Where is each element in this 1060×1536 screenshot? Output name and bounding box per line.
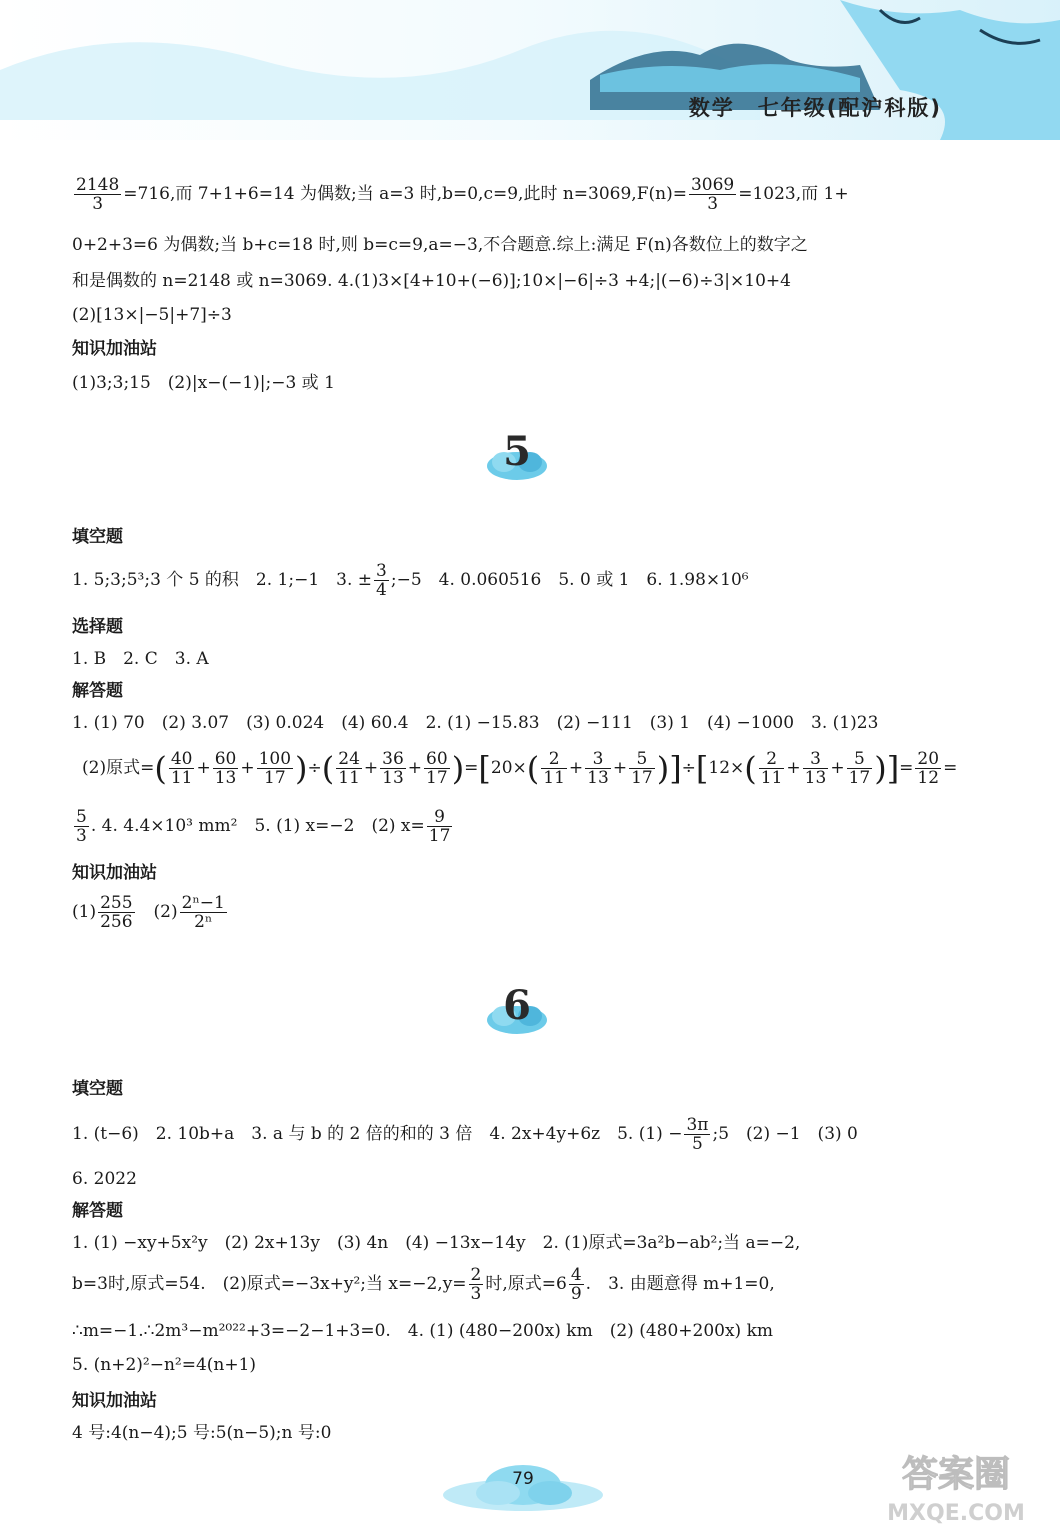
- s5-answer-title: 解答题: [72, 681, 123, 701]
- prev-line-2: 0+2+3=6 为偶数;当 b+c=18 时,则 b=c=9,a=−3,不合题意.综上:满足 F(n)各数位上的数字之: [72, 235, 808, 255]
- section-6-badge: 6: [482, 982, 552, 1038]
- s5-choice-answers: 1. B 2. C 3. A: [72, 649, 209, 669]
- section-5-badge: 5: [482, 428, 552, 484]
- s5-zhishi-title: 知识加油站: [72, 863, 157, 883]
- header-title: 数学 七年级(配沪科版): [688, 96, 942, 120]
- s5-zhishi-answer: (1) $\frac{255}{256}$ (2) $\frac{\text{2ⁿ−1}}{\text{2ⁿ}}$: [72, 893, 225, 932]
- s6-answer-line-3: ∴m=−1.∴2m³−m²⁰²²+3=−2−1+3=0. 4. (1) (480−200x) km (2) (480+200x) km: [72, 1321, 774, 1341]
- svg-text:MXQE.COM: MXQE.COM: [887, 1501, 1025, 1526]
- s5-fill-title: 填空题: [72, 527, 123, 547]
- zhishi-heading: 知识加油站: [72, 339, 157, 359]
- fraction: $\frac{3069}{3}$: [690, 175, 735, 214]
- zhishi-answer: (1)3;3;15 (2)|x−(−1)|;−3 或 1: [72, 373, 335, 393]
- s6-fill-answers: 1. (t−6) 2. 10b+a 3. a 与 b 的 2 倍的和的 3 倍 4. 2x+4y+6z 5. (1) − $\frac{3\pi}{5}$ ;5 (2) −1 (3) 0: [72, 1115, 858, 1154]
- s6-fill-answer-6: 6. 2022: [72, 1169, 137, 1189]
- s6-zhishi-answer: 4 号:4(n−4);5 号:5(n−5);n 号:0: [72, 1423, 332, 1443]
- page-number-badge: [438, 1455, 608, 1515]
- s6-answer-line-1: 1. (1) −xy+5x²y (2) 2x+13y (3) 4n (4) −13x−14y 2. (1)原式=3a²b−ab²;当 a=−2,: [72, 1233, 801, 1253]
- prev-line-4: (2)[13×|−5|+7]÷3: [72, 305, 232, 325]
- s6-answer-line-2: b=3时,原式=54. (2)原式=−3x+y²;当 x=−2,y= $\frac{2}{3}$ 时,原式=6 $\frac{4}{9}$ . 3. 由题意得 m+1=0,: [72, 1265, 775, 1304]
- fraction: $\frac{2148}{3}$: [76, 175, 120, 214]
- s5-answer-line-3: $\frac{5}{3}$ . 4. 4.4×10³ mm² 5. (1) x=−2 (2) x= $\frac{9}{17}$: [76, 807, 451, 846]
- s6-zhishi-title: 知识加油站: [72, 1391, 157, 1411]
- s5-choice-title: 选择题: [72, 617, 123, 637]
- s6-fill-title: 填空题: [72, 1079, 123, 1099]
- s5-answer-line-1: 1. (1) 70 (2) 3.07 (3) 0.024 (4) 60.4 2. (1) −15.83 (2) −111 (3) 1 (4) −1000 3. (1)23: [72, 713, 879, 733]
- s5-fill-answers: 1. 5;3;5³;3 个 5 的积 2. 1;−1 3. ± $\frac{3}{4}$ ;−5 4. 0.060516 5. 0 或 1 6. 1.98×10⁶: [72, 561, 749, 600]
- svg-text:答案圈: 答案圈: [901, 1454, 1011, 1495]
- page-number: 79: [512, 1469, 534, 1489]
- prev-line-1: $\frac{2148}{3}$ =716,而 7+1+6=14 为偶数;当 a=3 时,b=0,c=9,此时 n=3069,F(n)= $\frac{3069}{3}$ =1023,而 1+: [76, 175, 849, 214]
- s5-answer-line-2: (2)原式=( $\frac{40}{11}$ + $\frac{60}{13}$ + $\frac{100}{17}$ )÷( $\frac{24}{11}$ + $\frac{36}{13}$ + $\frac{60}{17}$ )=[20×( $\frac{2}{11}$ + $\frac{3}{13}$ + $\frac{5}{17}$ )]÷[12×( $\frac{2}{11}$ + $\frac{3}{13}$ + $\frac{5}{17}$ )]= $\frac{20}{12}$ =: [82, 749, 958, 788]
- prev-line-3: 和是偶数的 n=2148 或 n=3069. 4.(1)3×[4+10+(−6)];10×|−6|÷3 +4;|(−6)÷3|×10+4: [72, 271, 791, 291]
- watermark-logo: [866, 1442, 1046, 1528]
- s6-answer-title: 解答题: [72, 1201, 123, 1221]
- s6-answer-line-4: 5. (n+2)²−n²=4(n+1): [72, 1355, 257, 1375]
- fraction: $\frac{3}{4}$: [376, 561, 387, 600]
